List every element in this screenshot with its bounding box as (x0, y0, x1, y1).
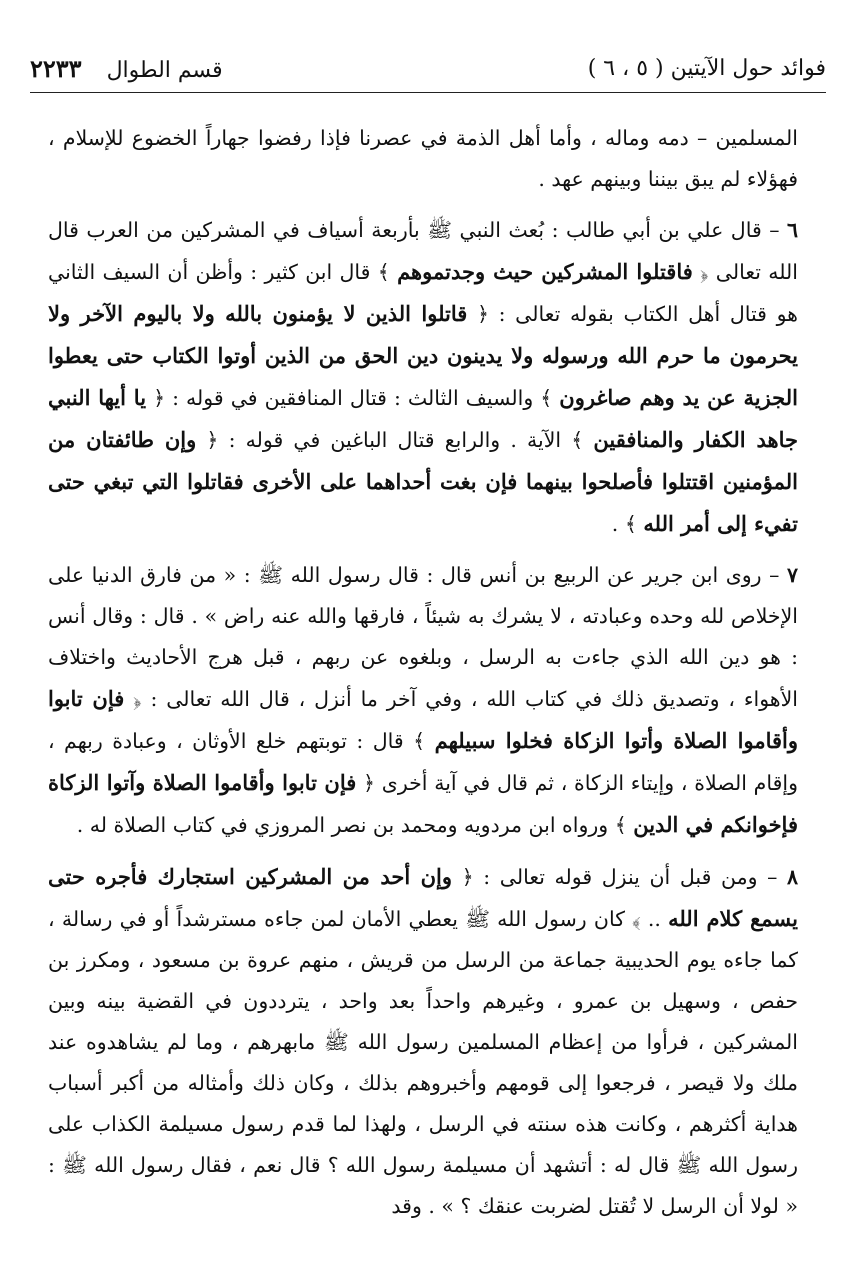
running-header (30, 52, 826, 93)
paragraph (48, 210, 798, 545)
quran-quote: يا أيها النبي جاهد الكفار والمنافقين (48, 385, 799, 452)
paragraph (48, 856, 798, 1227)
paragraph-text: ﴾ قال : توبتهم خلع الأوثان ، وعبادة ربهم ، وإقام الصلاة ، وإيتاء الزكاة ، ثم قال في آية أخرى ﴿ (48, 729, 798, 795)
header-left (30, 54, 223, 83)
quran-quote: فإن تابوا وأقاموا الصلاة وأتوا الزكاة فخلوا سبيلهم (48, 686, 798, 753)
body-text (48, 118, 798, 1227)
quran-quote: وإن أحد من المشركين استجارك فأجره حتى يسمع كلام الله (48, 864, 798, 931)
paragraph-text: – قال علي بن أبي طالب : بُعث النبي ﷺ بأربعة أسياف في المشركين من العرب قال الله تعالى ﴿ (48, 218, 798, 284)
paragraph-number: ٧ (786, 563, 798, 587)
section-name: قسم الطوال (106, 58, 223, 83)
quran-quote: فاقتلوا المشركين حيث وجدتموهم (397, 259, 693, 284)
chapter-title: فوائد حول الآيتين ( ٥ ، ٦ ) (587, 56, 826, 81)
paragraph-text: ﴾ . (611, 512, 644, 536)
paragraph-text: ﴾ ورواه ابن مردويه ومحمد بن نصر المروزي في كتاب الصلاة له . (76, 813, 634, 837)
paragraph-text: – روى ابن جرير عن الربيع بن أنس قال : قال رسول الله ﷺ : « من فارق الدنيا على الإخلاص لله وحده وعبادته ، لا يشرك به شيئاً ، فارقها والله عنه راض » . قال : وقال أنس : هو دين الله الذي جاءت به الرسل ، وبلغوه عن ربهم ، قبل هرج الأحاديث واختلاف الأهواء ، وتصديق ذلك في كتاب الله ، وفي آخر ما أنزل ، قال الله تعالى : ﴿ (48, 563, 798, 711)
quran-quote: فإن تابوا وأقاموا الصلاة وآتوا الزكاة فإخوانكم في الدين (48, 770, 798, 837)
paragraph-text: .. ﴾ كان رسول الله ﷺ يعطي الأمان لمن جاءه مسترشداً أو في رسالة ، كما جاءه يوم الحديبية جماعة من الرسل من قريش ، منهم عروة بن مسعود ، ومكرز بن حفص ، وسهيل بن عمرو ، وغيرهم واحداً بعد واحد ، يترددون في القضية بينه وبين المشركين ، فرأوا من إعظام المسلمين رسول الله ﷺ مابهرهم ، وما لم يشاهدوه عند ملك ولا قيصر ، فرجعوا إلى قومهم وأخبروهم بذلك ، وكان ذلك وأمثاله من أكبر أسباب هداية أكثرهم ، وكانت هذه سنته في الرسل ، ولهذا لما قدم رسول مسيلمة الكذاب على رسول الله ﷺ قال له : أتشهد أن مسيلمة رسول الله ؟ قال نعم ، فقال رسول الله ﷺ : « لولا أن الرسل لا تُقتل لضربت عنقك ؟ » . وقد (48, 907, 798, 1218)
paragraph (48, 555, 798, 846)
page-number: ٢٢٣٣ (30, 54, 82, 83)
paragraph-text: المسلمين – دمه وماله ، وأما أهل الذمة في عصرنا فإذا رفضوا جهاراً الخضوع للإسلام ، فهؤلاء لم يبق بيننا وبينهم عهد . (48, 126, 798, 191)
paragraph-number: ٦ (786, 218, 798, 242)
quran-quote: وإن طائفتان من المؤمنين اقتتلوا فأصلحوا بينهما فإن بغت أحداهما على الأخرى فقاتلوا التي تبغي حتى تفيء إلى أمر الله (48, 427, 798, 536)
paragraph (48, 118, 798, 200)
quran-quote: قاتلوا الذين لا يؤمنون بالله ولا باليوم الآخر ولا يحرمون ما حرم الله ورسوله ولا يدينون دين الحق من الذين أوتوا الكتاب حتى يعطوا الجزية عن يد وهم صاغرون (48, 301, 798, 410)
paragraph-number: ٨ (786, 865, 798, 889)
paragraph-text: ﴾ الآية . والرابع قتال الباغين في قوله : ﴿ (196, 428, 594, 452)
paragraph-text: ﴾ قال ابن كثير : وأظن أن السيف الثاني هو قتال أهل الكتاب بقوله تعالى : ﴿ (48, 260, 798, 326)
paragraph-text: ﴾ والسيف الثالث : قتال المنافقين في قوله : ﴿ (146, 386, 560, 410)
paragraph-text: – ومن قبل أن ينزل قوله تعالى : ﴿ (451, 865, 787, 889)
